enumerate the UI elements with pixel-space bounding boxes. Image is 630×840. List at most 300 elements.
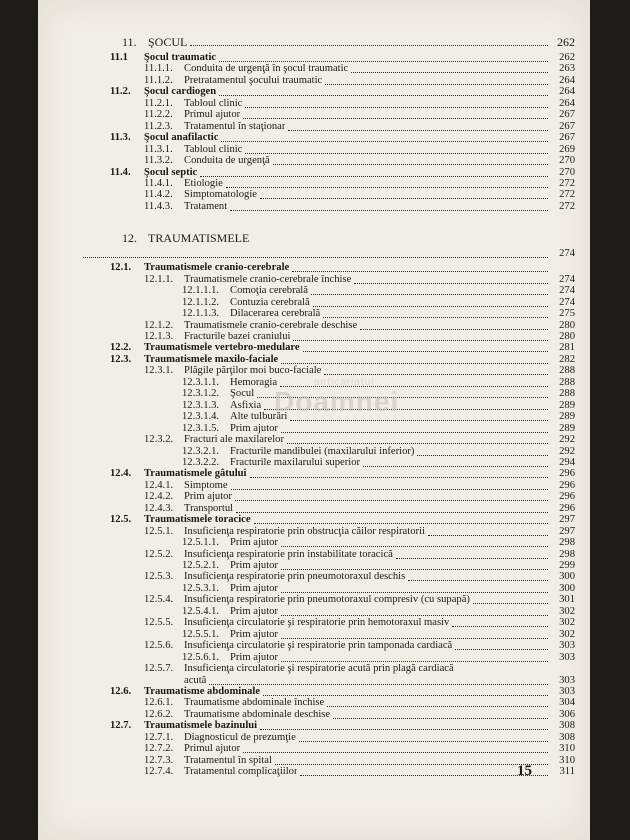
toc-entry-number: 12.5.7. bbox=[144, 663, 174, 675]
toc-leader-dots bbox=[281, 615, 548, 616]
toc-entry-number: 12.3. bbox=[110, 353, 132, 365]
toc-page-number: 272 bbox=[559, 200, 575, 212]
toc-entry-title: Insuficienţa respiratorie prin pneumotoraxul deschis bbox=[184, 571, 406, 583]
toc-section bbox=[80, 52, 575, 64]
toc-entry-number: 12.6.2. bbox=[144, 708, 174, 720]
toc-entry bbox=[80, 560, 575, 572]
toc-leader-dots bbox=[324, 374, 548, 375]
watermark-top-text: anticariatul bbox=[314, 377, 375, 388]
toc-leader-dots bbox=[327, 706, 548, 707]
toc-entry-title: Prim ajutor bbox=[230, 560, 278, 571]
toc-leader-dots bbox=[281, 592, 548, 593]
toc-entry bbox=[80, 189, 575, 201]
toc-entry-number: 12.5.4. bbox=[144, 594, 174, 606]
toc-entry bbox=[80, 109, 575, 121]
toc-page-number: 269 bbox=[559, 143, 575, 155]
toc-entry-title: Traumatismele cranio-cerebrale bbox=[144, 262, 290, 274]
toc-entry-title: Traumatismele vertebro-medulare bbox=[144, 342, 300, 354]
watermark-main-text: Doamnei bbox=[274, 386, 400, 417]
toc-page-number: 264 bbox=[559, 74, 575, 86]
toc-leader-dots bbox=[360, 329, 548, 330]
toc-entry bbox=[80, 606, 575, 618]
toc-entry bbox=[80, 144, 575, 156]
toc-entry-title: Comoţia cerebrală bbox=[230, 285, 308, 297]
toc-entry-number: 12.3.2.1. bbox=[182, 445, 220, 457]
toc-entry-number: 11.2.1. bbox=[144, 97, 173, 109]
toc-leader-dots bbox=[221, 141, 548, 142]
toc-entry-title: Prim ajutor bbox=[184, 491, 232, 503]
toc-leader-dots bbox=[219, 95, 548, 96]
page-number: 15 bbox=[517, 763, 532, 779]
toc-leader-dots bbox=[219, 61, 548, 62]
toc-page-number: 267 bbox=[559, 109, 575, 121]
toc-entry-title: Traumatismele cranio-cerebrale deschise bbox=[184, 319, 358, 331]
toc-entry-number: 12.5.4.1. bbox=[182, 605, 220, 617]
toc-page-number: 311 bbox=[559, 766, 575, 778]
toc-leader-dots bbox=[243, 118, 548, 119]
toc-page-number: 274 bbox=[559, 285, 575, 297]
toc-entry-number: 12.5.5. bbox=[144, 617, 174, 629]
toc-entry-number: 12.1.1. bbox=[144, 273, 174, 285]
toc-entry bbox=[80, 274, 575, 286]
toc-entry-title: Diagnosticul de prezumţie bbox=[184, 731, 296, 743]
toc-entry-number: 12.3.1. bbox=[144, 365, 174, 377]
toc-entry-number: 12.4.2. bbox=[144, 491, 174, 503]
toc-section bbox=[80, 342, 575, 354]
toc-entry-title: Primul ajutor bbox=[184, 743, 241, 755]
toc-page-number: 310 bbox=[559, 754, 575, 766]
toc-entry-number: 11.1.1. bbox=[144, 63, 173, 75]
toc-page-number: 303 bbox=[559, 686, 575, 697]
toc-page-number: 292 bbox=[559, 434, 575, 445]
toc-entry-number: 12.4.1. bbox=[144, 479, 174, 491]
toc-page-number: 294 bbox=[559, 456, 575, 468]
toc-entry bbox=[80, 201, 575, 213]
toc-leader-dots bbox=[254, 523, 548, 524]
toc-page-number: 274 bbox=[559, 273, 575, 285]
toc-page-number: 280 bbox=[559, 319, 575, 331]
toc-page-number: 289 bbox=[559, 399, 575, 411]
toc-page-number: 264 bbox=[559, 97, 575, 109]
toc-page-number: 272 bbox=[559, 189, 575, 201]
toc-chapter-heading bbox=[80, 232, 575, 244]
toc-leader-dots bbox=[287, 443, 548, 444]
toc-leader-dots bbox=[231, 489, 548, 490]
toc-leader-dots bbox=[311, 294, 548, 295]
toc-entry-number: 12.5.3.1. bbox=[182, 582, 220, 594]
toc-entry-title: Traumatisme abdominale bbox=[144, 686, 261, 697]
toc-entry-number: 12.7.1. bbox=[144, 731, 174, 743]
toc-entry-title: Conduita de urgenţă bbox=[184, 155, 270, 167]
toc-page-number: 272 bbox=[559, 177, 575, 189]
toc-leader-dots bbox=[300, 775, 548, 776]
toc-entry-title: Prim ajutor bbox=[230, 582, 278, 594]
toc-entry bbox=[80, 663, 575, 675]
toc-page-number: 296 bbox=[559, 468, 575, 480]
toc-entry bbox=[80, 308, 575, 320]
toc-entry-title: Traumatismele cranio-cerebrale închise bbox=[184, 273, 352, 285]
toc-section bbox=[80, 514, 575, 526]
toc-entry-number: 11.2. bbox=[110, 86, 131, 98]
toc-entry-number: 12.6. bbox=[110, 686, 132, 697]
toc-entry-number: 12.3.1.1. bbox=[182, 376, 220, 388]
toc-entry-title: Etiologie bbox=[184, 177, 223, 189]
toc-entry-title: Traumatismele maxilo-faciale bbox=[144, 353, 279, 365]
toc-leader-dots bbox=[281, 661, 548, 662]
toc-section bbox=[80, 354, 575, 366]
toc-entry-number: 11.4.1. bbox=[144, 177, 173, 189]
toc-leader-dots bbox=[299, 741, 548, 742]
toc-page-number: 297 bbox=[559, 525, 575, 537]
toc-leader-dots bbox=[303, 351, 548, 352]
toc-page-number: 302 bbox=[559, 605, 575, 617]
toc-leader-dots bbox=[260, 729, 548, 730]
toc-page-number: 300 bbox=[559, 571, 575, 583]
toc-entry-title: Tratament bbox=[184, 200, 228, 212]
toc-leader-dots bbox=[455, 649, 548, 650]
toc-entry-number: 12.3.1.2. bbox=[182, 388, 220, 400]
toc-page-number: 288 bbox=[559, 376, 575, 388]
toc-section bbox=[80, 686, 575, 698]
toc-leader-dots bbox=[313, 306, 548, 307]
toc-entry bbox=[80, 285, 575, 297]
toc-entry-number: 12.5.1. bbox=[144, 525, 174, 537]
toc-page-number: 288 bbox=[559, 365, 575, 377]
toc-entry-title: Insuficienţa respiratorie prin pneumotoraxul compresiv (cu supapă) bbox=[184, 594, 470, 606]
toc-leader-dots bbox=[417, 455, 548, 456]
toc-entry bbox=[80, 675, 575, 687]
toc-entry-title: Prim ajutor bbox=[230, 605, 278, 617]
toc-entry bbox=[80, 400, 575, 412]
toc-entry-title: Şocul cardiogen bbox=[144, 86, 217, 98]
toc-page-number: 310 bbox=[559, 743, 575, 755]
toc-entry-title: Tratamentul în spital bbox=[184, 754, 272, 766]
toc-entry bbox=[80, 526, 575, 538]
toc-leader-dots bbox=[428, 535, 548, 536]
toc-entry-number: 11.4.2. bbox=[144, 189, 173, 201]
toc-leader-dots bbox=[351, 72, 548, 73]
toc-entry-title: Conduita de urgenţă în şocul traumatic bbox=[184, 63, 349, 75]
toc-entry-title: Prim ajutor bbox=[230, 628, 278, 640]
toc-page-number: 270 bbox=[559, 155, 575, 167]
toc-page-number: 297 bbox=[559, 514, 575, 526]
toc-entry-number: 12.7.3. bbox=[144, 754, 174, 766]
toc-entry bbox=[80, 583, 575, 595]
toc-entry-number: 12.1.3. bbox=[144, 331, 174, 342]
toc-leader-dots bbox=[273, 164, 548, 165]
toc-entry bbox=[80, 537, 575, 549]
toc-leader-dots bbox=[245, 107, 548, 108]
toc-page-number: 292 bbox=[559, 445, 575, 457]
toc-entry bbox=[80, 766, 575, 778]
toc-entry-number: 12.5.6.1. bbox=[182, 651, 220, 663]
toc-leader-dots bbox=[396, 558, 548, 559]
toc-entry bbox=[80, 365, 575, 377]
toc-entry-number: 11. bbox=[122, 35, 137, 49]
toc-page-number: 288 bbox=[559, 388, 575, 400]
toc-entry-number: 12.3.1.5. bbox=[182, 422, 220, 434]
toc-entry bbox=[80, 377, 575, 389]
toc-leader-dots bbox=[452, 626, 548, 627]
toc-page-number: 270 bbox=[559, 166, 575, 178]
toc-page-number: 275 bbox=[559, 308, 575, 320]
toc-entry-number: 12.7.2. bbox=[144, 743, 174, 755]
toc-entry bbox=[80, 491, 575, 503]
toc-leader-dots bbox=[230, 210, 548, 211]
toc-leader-dots bbox=[473, 603, 548, 604]
toc-entry-title: Plăgile părţilor moi buco-faciale bbox=[184, 365, 322, 377]
toc-entry-title: Asfixia bbox=[230, 399, 262, 411]
toc-leader-dots bbox=[354, 283, 548, 284]
toc-entry-number: 12.5.6. bbox=[144, 640, 174, 652]
toc-leader-dots bbox=[264, 409, 548, 410]
toc-entry bbox=[80, 503, 575, 515]
toc-entry bbox=[80, 423, 575, 435]
toc-section bbox=[80, 262, 575, 274]
toc-entry-title: Hemoragia bbox=[230, 376, 278, 388]
toc-leader-dots bbox=[209, 684, 548, 685]
toc-entry-title: Fracturile bazei craniului bbox=[184, 331, 291, 342]
toc-entry bbox=[80, 446, 575, 458]
toc-leader-dots bbox=[200, 176, 548, 177]
toc-entry-number: 12.2. bbox=[110, 342, 132, 354]
toc-entry bbox=[80, 755, 575, 767]
toc-entry bbox=[80, 571, 575, 583]
toc-entry bbox=[80, 331, 575, 343]
toc-entry bbox=[80, 75, 575, 87]
toc-entry-title: Tabloul clinic bbox=[184, 143, 243, 155]
toc-entry bbox=[80, 617, 575, 629]
toc-leader-dots bbox=[257, 397, 548, 398]
toc-entry bbox=[80, 743, 575, 755]
toc-page-number: 274 bbox=[559, 296, 575, 308]
toc-page-number: 262 bbox=[557, 35, 575, 49]
toc-leader-dots bbox=[292, 271, 548, 272]
toc-entry-title: Insuficienţa circulatorie şi respiratorie prin tamponada cardiacă bbox=[184, 640, 453, 652]
toc-section bbox=[80, 132, 575, 144]
toc-page-number: 289 bbox=[559, 422, 575, 434]
toc-entry bbox=[80, 178, 575, 190]
toc-entry bbox=[80, 297, 575, 309]
toc-entry-number: 12.4. bbox=[110, 468, 132, 480]
toc-page-number: 306 bbox=[559, 708, 575, 720]
toc-entry-title: Pretratamentul şocului traumatic bbox=[184, 74, 323, 86]
toc-entry bbox=[80, 411, 575, 423]
toc-entry-number: 12.5.2. bbox=[144, 548, 174, 560]
toc-entry-title: Prim ajutor bbox=[230, 537, 278, 549]
toc-leader-dots bbox=[83, 257, 548, 258]
toc-leader-dots bbox=[235, 500, 548, 501]
toc-page-number: 296 bbox=[559, 479, 575, 491]
toc-entry-title: Contuzia cerebrală bbox=[230, 296, 310, 308]
toc-entry-title: Insuficienţa respiratorie prin instabilitate toracică bbox=[184, 548, 393, 560]
toc-entry bbox=[80, 709, 575, 721]
toc-entry-title: Tratamentul în staţionar bbox=[184, 120, 286, 132]
toc-entry-title: Traumatismele toracice bbox=[144, 514, 251, 526]
toc-entry-title: Dilacerarea cerebrală bbox=[230, 308, 321, 320]
toc-page-number: 262 bbox=[559, 52, 575, 63]
toc-entry-number: 11.4. bbox=[110, 166, 131, 178]
toc-page-number: 263 bbox=[559, 63, 575, 75]
toc-entry bbox=[80, 98, 575, 110]
toc-leader-dots bbox=[226, 187, 548, 188]
toc-entry-number: 12.1. bbox=[110, 262, 132, 274]
toc-entry-title: Tratamentul complicaţiilor bbox=[184, 766, 298, 778]
toc-page-number: 300 bbox=[559, 582, 575, 594]
toc-leader-dots bbox=[275, 764, 548, 765]
toc-entry bbox=[80, 121, 575, 133]
toc-entry-number: 11.1 bbox=[110, 52, 128, 63]
toc-section bbox=[80, 468, 575, 480]
toc-entry-title: Fracturile mandibulei (maxilarului inferior) bbox=[230, 445, 415, 457]
toc-entry-title: TRAUMATISMELE bbox=[148, 232, 250, 245]
toc-entry-number: 12.1.1.2. bbox=[182, 296, 220, 308]
toc-entry-title: Alte tulburări bbox=[230, 411, 288, 423]
toc-entry-title: Traumatisme abdominale închise bbox=[184, 697, 325, 709]
book-page bbox=[38, 0, 590, 840]
toc-entry-title: Traumatismele bazinului bbox=[144, 720, 258, 732]
toc-entry-title: Prim ajutor bbox=[230, 651, 278, 663]
toc-page-number: 282 bbox=[559, 353, 575, 365]
toc-entry-title: Şocul anafilactic bbox=[144, 132, 219, 144]
toc-entry-title: Şocul septic bbox=[144, 166, 198, 178]
toc-leader-dots bbox=[243, 752, 548, 753]
toc-page-number: 302 bbox=[559, 628, 575, 640]
toc-entry-title: Fracturi ale maxilarelor bbox=[184, 434, 285, 445]
toc-entry-title: Transportul bbox=[184, 502, 234, 514]
toc-entry-title: Fracturile maxilarului superior bbox=[230, 456, 361, 468]
toc-leader-dots bbox=[293, 340, 548, 341]
toc-leader-dots bbox=[281, 363, 548, 364]
toc-leader-dots bbox=[281, 638, 548, 639]
toc-leader-dots bbox=[325, 84, 548, 85]
toc-page-number: 296 bbox=[559, 491, 575, 503]
toc-entry-number: 12.1.2. bbox=[144, 319, 174, 331]
toc-page-number: 281 bbox=[559, 342, 575, 354]
toc-entry bbox=[80, 640, 575, 652]
toc-page-number: 267 bbox=[559, 132, 575, 144]
toc-page-number: 308 bbox=[559, 731, 575, 743]
toc-page-number: 303 bbox=[559, 651, 575, 663]
toc-section bbox=[80, 167, 575, 179]
toc-entry-number: 11.3.1. bbox=[144, 143, 173, 155]
toc-page-number: 304 bbox=[559, 697, 575, 709]
toc-entry bbox=[80, 434, 575, 446]
toc-entry-title: Şocul traumatic bbox=[144, 52, 217, 63]
toc-leader-dots bbox=[260, 198, 548, 199]
toc-page-number: 303 bbox=[559, 640, 575, 652]
toc-entry-number: 12.6.1. bbox=[144, 697, 174, 709]
toc-leader-dots bbox=[280, 386, 548, 387]
toc-chapter-heading bbox=[80, 36, 575, 48]
toc-entry-title: ŞOCUL bbox=[148, 36, 188, 48]
toc-entry-number: 11.4.3. bbox=[144, 200, 173, 212]
toc-leader-dots bbox=[288, 130, 548, 131]
toc-entry-number: 12.7.4. bbox=[144, 766, 174, 778]
toc-entry-number: 12.3.1.4. bbox=[182, 411, 220, 423]
toc-page-number: 289 bbox=[559, 411, 575, 423]
toc-entry-number: 12.1.1.1. bbox=[182, 285, 220, 297]
toc-entry-title: Simptomatologie bbox=[184, 189, 257, 201]
toc-leader-dots bbox=[190, 45, 548, 46]
toc-entry-number: 12.3.1.3. bbox=[182, 399, 220, 411]
toc-entry-title: Traumatisme abdominale deschise bbox=[184, 708, 331, 720]
toc-leader-dots bbox=[408, 580, 548, 581]
toc-entry-title: Simptome bbox=[184, 479, 228, 491]
toc-entry bbox=[80, 248, 575, 260]
toc-page-number: 308 bbox=[559, 720, 575, 732]
toc-entry bbox=[80, 320, 575, 332]
toc-entry-number: 12. bbox=[122, 231, 137, 246]
toc-entry bbox=[80, 155, 575, 167]
toc-entry bbox=[80, 63, 575, 75]
toc-page-number: 267 bbox=[559, 120, 575, 132]
toc-leader-dots bbox=[281, 569, 548, 570]
toc-page-number: 302 bbox=[559, 617, 575, 629]
toc-entry bbox=[80, 732, 575, 744]
toc-entry-title: Insuficienţa circulatorie şi respiratorie acută prin plagă cardiacă bbox=[184, 663, 454, 675]
toc-entry-number: 11.2.2. bbox=[144, 109, 173, 121]
toc-entry bbox=[80, 549, 575, 561]
toc-entry bbox=[80, 652, 575, 664]
toc-leader-dots bbox=[323, 317, 548, 318]
toc-entry bbox=[80, 629, 575, 641]
toc-entry-title: Şocul bbox=[230, 388, 255, 400]
toc-leader-dots bbox=[236, 512, 548, 513]
toc-page-number: 274 bbox=[559, 248, 575, 260]
toc-leader-dots bbox=[245, 153, 548, 154]
toc-leader-dots bbox=[263, 695, 548, 696]
toc-entry bbox=[80, 697, 575, 709]
toc-entry-title: Insuficienţa circulatorie şi respiratorie prin hemotoraxul masiv bbox=[184, 617, 450, 629]
toc-page-number: 298 bbox=[559, 537, 575, 549]
toc-page-number: 301 bbox=[559, 594, 575, 606]
toc-page-number: 303 bbox=[559, 674, 575, 686]
toc-leader-dots bbox=[290, 420, 548, 421]
toc-section bbox=[80, 720, 575, 732]
toc-entry-title: Traumatismele gâtului bbox=[144, 468, 247, 480]
toc-entry-number: 12.5.1.1. bbox=[182, 537, 220, 549]
toc-page-number: 299 bbox=[559, 560, 575, 571]
toc-entry-number: 12.5.3. bbox=[144, 571, 174, 583]
toc-entry-number: 12.3.2. bbox=[144, 434, 174, 445]
toc-entry bbox=[80, 457, 575, 469]
toc-page-number: 296 bbox=[559, 502, 575, 514]
toc-page-number: 264 bbox=[559, 86, 575, 98]
toc-entry-number: 12.5.5.1. bbox=[182, 628, 220, 640]
toc-leader-dots bbox=[281, 546, 548, 547]
toc-entry-title: Primul ajutor bbox=[184, 109, 241, 121]
toc-entry-title: Insuficienţa respiratorie prin obstrucţia căilor respiratorii bbox=[184, 525, 425, 537]
toc-entry-title: acută bbox=[184, 674, 207, 686]
toc-entry-number: 12.4.3. bbox=[144, 502, 174, 514]
toc-leader-dots bbox=[281, 432, 548, 433]
toc-entry bbox=[80, 594, 575, 606]
toc-entry-number: 11.3.2. bbox=[144, 155, 173, 167]
toc-entry-number: 12.3.2.2. bbox=[182, 456, 220, 468]
toc-entry bbox=[80, 480, 575, 492]
toc-entry-number: 12.1.1.3. bbox=[182, 308, 220, 320]
toc-entry-number: 11.3. bbox=[110, 132, 131, 144]
toc-section bbox=[80, 86, 575, 98]
toc-entry-title: Tabloul clinic bbox=[184, 97, 243, 109]
toc-page-number: 298 bbox=[559, 548, 575, 560]
toc-entry-title: Prim ajutor bbox=[230, 422, 278, 434]
toc-leader-dots bbox=[250, 477, 549, 478]
toc-leader-dots bbox=[333, 718, 548, 719]
toc-entry-number: 11.2.3. bbox=[144, 120, 173, 132]
toc-entry-number: 12.5. bbox=[110, 514, 132, 526]
